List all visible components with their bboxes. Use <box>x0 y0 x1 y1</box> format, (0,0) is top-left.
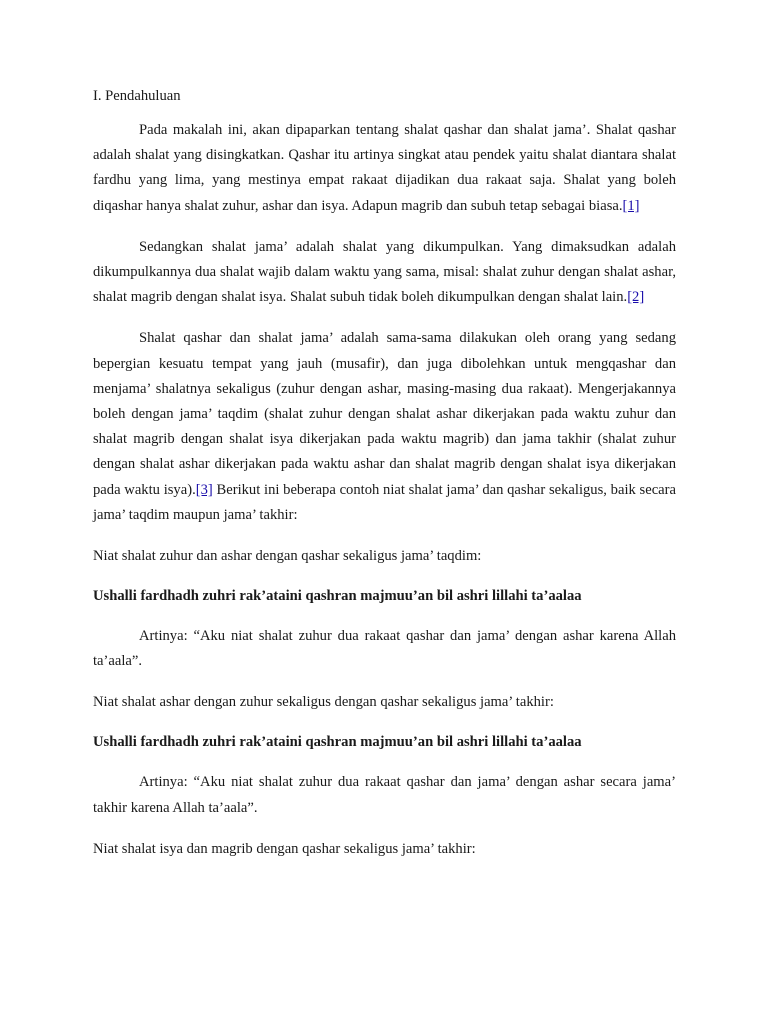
footnote-link-3[interactable]: [3] <box>195 481 213 498</box>
paragraph-text: Pada makalah ini, akan dipaparkan tentang shalat qashar dan shalat jama’. Shalat qashar adalah shalat yang disingkatkan. Qashar itu artinya singkat atau pendek yaitu shalat diantara shalat fardhu yang lima, yang mestinya empat rakaat dijadikan dua rakaat saja. Shalat yang boleh diqashar hanya shalat zuhur, ashar dan isya. Adapun magrib dan subuh tetap sebagai biasa. <box>93 122 676 214</box>
paragraph-qashar-jama-combined <box>93 326 676 528</box>
niat-zuhur-ashar-arabic: Ushalli fardhadh zuhri rak’ataini qashran majmuu’an bil ashri lillahi ta’aalaa <box>93 588 582 605</box>
paragraph-text: Shalat qashar dan shalat jama’ adalah sama-sama dilakukan oleh orang yang sedang bepergian kesuatu tempat yang jauh (musafir), dan juga dibolehkan untuk mengqashar dan menjama’ shalatnya sekaligus (zuhur dengan ashar, masing-masing dua rakaat). Mengerjakannya boleh dengan jama’ taqdim (shalat zuhur dengan shalat ashar dikerjakan pada waktu zuhur dan shalat magrib dengan shalat isya dikerjakan pada waktu magrib) dan jama takhir (shalat zuhur dengan shalat ashar dikerjakan pada waktu ashar dan shalat magrib dengan shalat isya dikerjakan pada waktu isya). <box>93 330 676 498</box>
section-heading: I. Pendahuluan <box>93 88 181 104</box>
paragraph-text: Sedangkan shalat jama’ adalah shalat yang dikumpulkan. Yang dimaksudkan adalah dikumpulkannya dua shalat wajib dalam waktu yang sama, misal: shalat zuhur dengan shalat ashar, shalat magrib dengan shalat isya. Shalat subuh tidak boleh dikumpulkan dengan shalat lain. <box>93 238 676 306</box>
niat-ashar-zuhur-meaning: Artinya: “Aku niat shalat zuhur dua rakaat qashar dan jama’ dengan ashar secara jama’ takhir karena Allah ta’aala”. <box>93 774 676 816</box>
niat-isya-magrib-intro: Niat shalat isya dan magrib dengan qashar sekaligus jama’ takhir: <box>93 840 476 857</box>
document-page <box>93 84 676 877</box>
footnote-link-1[interactable]: [1] <box>622 197 640 214</box>
niat-zuhur-ashar-intro: Niat shalat zuhur dan ashar dengan qashar sekaligus jama’ taqdim: <box>93 548 482 565</box>
paragraph-qashar-definition <box>93 118 676 219</box>
paragraph-text: Berikut ini beberapa contoh niat shalat jama’ dan qashar sekaligus, baik secara jama’ taqdim maupun jama’ takhir: <box>93 481 676 523</box>
footnote-link-2[interactable]: [2] <box>627 289 645 306</box>
paragraph-jama-definition <box>93 235 676 311</box>
niat-ashar-zuhur-intro: Niat shalat ashar dengan zuhur sekaligus dengan qashar sekaligus jama’ takhir: <box>93 694 554 711</box>
niat-zuhur-ashar-meaning: Artinya: “Aku niat shalat zuhur dua rakaat qashar dan jama’ dengan ashar karena Allah ta’aala”. <box>93 628 676 670</box>
niat-ashar-zuhur-arabic: Ushalli fardhadh zuhri rak’ataini qashran majmuu’an bil ashri lillahi ta’aalaa <box>93 734 582 751</box>
